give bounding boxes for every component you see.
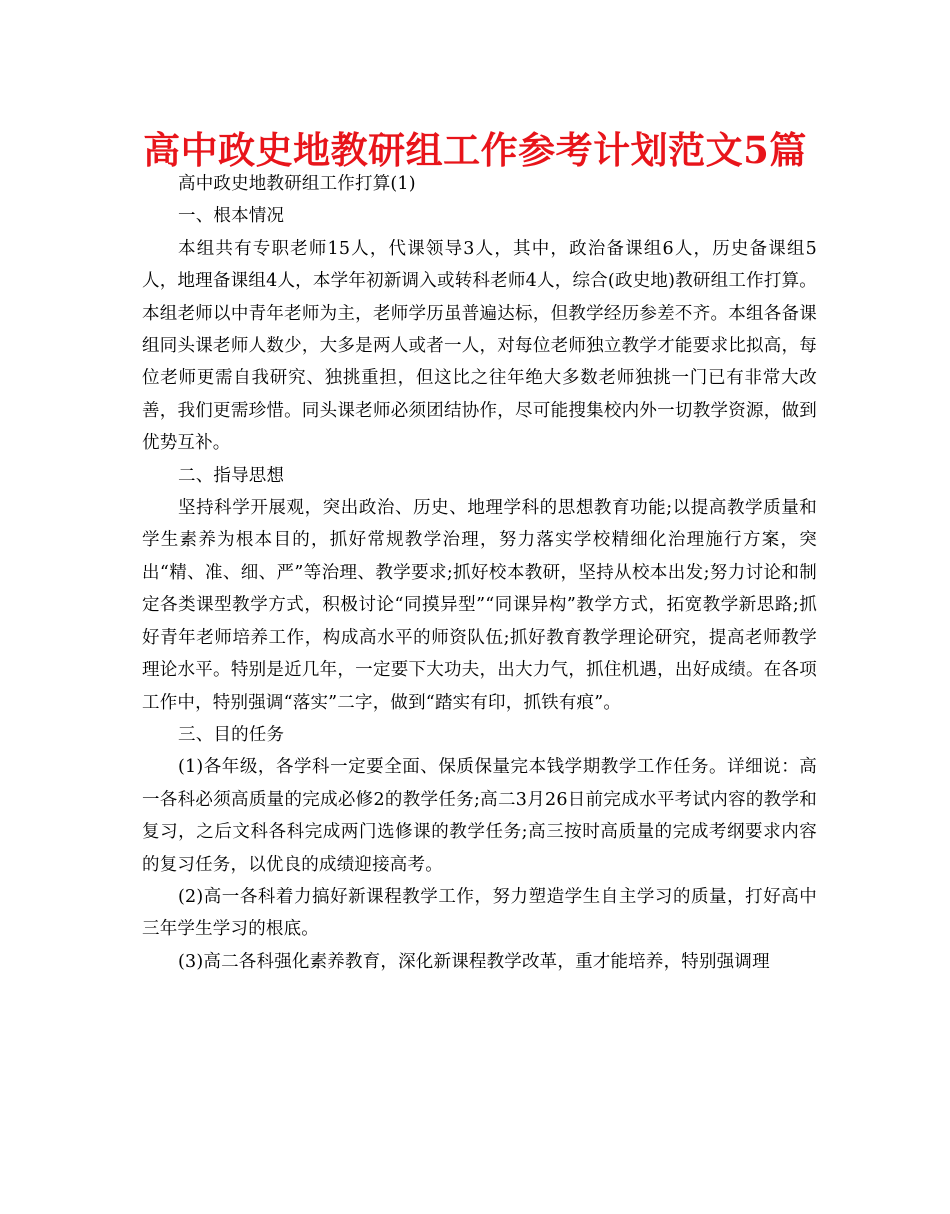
body-paragraph: 坚持科学开展观，突出政治、历史、地理学科的思想教育功能;以提高教学质量和学生素养为根本目的，抓好常规教学治理，努力落实学校精细化治理施行方案，突出“精、准、细、严”等治理、教学要求;抓好校本教研，坚持从校本出发;努力讨论和制定各类课型教学方式，积极讨论“同摸异型”“同课异构”教学方式，拓宽教学新思路;抓好青年老师培养工作，构成高水平的师资队伍;抓好教育教学理论研究，提高老师教学理论水平。特别是近几年，一定要下大功夫，出大力气，抓住机遇，出好成绩。在各项工作中，特别强调“落实”二字，做到“踏实有印，抓铁有痕”。 xyxy=(142,498,817,713)
section-heading-3: 三、目的任务 xyxy=(178,724,285,745)
subtitle-paragraph: 高中政史地教研组工作打算(1) xyxy=(178,174,416,194)
body-paragraph: (2)高一各科着力搞好新课程教学工作，努力塑造学生自主学习的质量，打好高中三年学生学习的根底。 xyxy=(142,886,817,940)
body-paragraph: 本组共有专职老师15人，代课领导3人，其中，政治备课组6人，历史备课组5人，地理备课组4人，本学年初新调入或转科老师4人，综合(政史地)教研组工作打算。本组老师以中青年老师为主，老师学历虽普遍达标，但教学经历参差不齐。本组各备课组同头课老师人数少，大多是两人或者一人，对每位老师独立教学才能要求比拟高，每位老师更需自我研究、独挑重担，但这比之往年绝大多数老师独挑一门已有非常大改善，我们更需珍惜。同头课老师必须团结协作，尽可能搜集校内外一切教学资源，做到优势互补。 xyxy=(142,238,817,454)
body-paragraph: (1)各年级，各学科一定要全面、保质保量完本钱学期教学工作任务。详细说：高一各科必须高质量的完成必修2的教学任务;高二3月26日前完成水平考试内容的教学和复习，之后文科各科完成两门选修课的教学任务;高三按时高质量的完成考纲要求内容的复习任务，以优良的成绩迎接高考。 xyxy=(142,757,817,875)
section-heading-1: 一、根本情况 xyxy=(178,206,285,227)
document-body xyxy=(142,168,817,978)
body-paragraph: (3)高二各科强化素养教育，深化新课程教学改革，重才能培养，特别强调理 xyxy=(178,951,770,972)
section-heading-2: 二、指导思想 xyxy=(178,465,285,486)
document-title: 高中政史地教研组工作参考计划范文5篇 xyxy=(143,128,807,172)
